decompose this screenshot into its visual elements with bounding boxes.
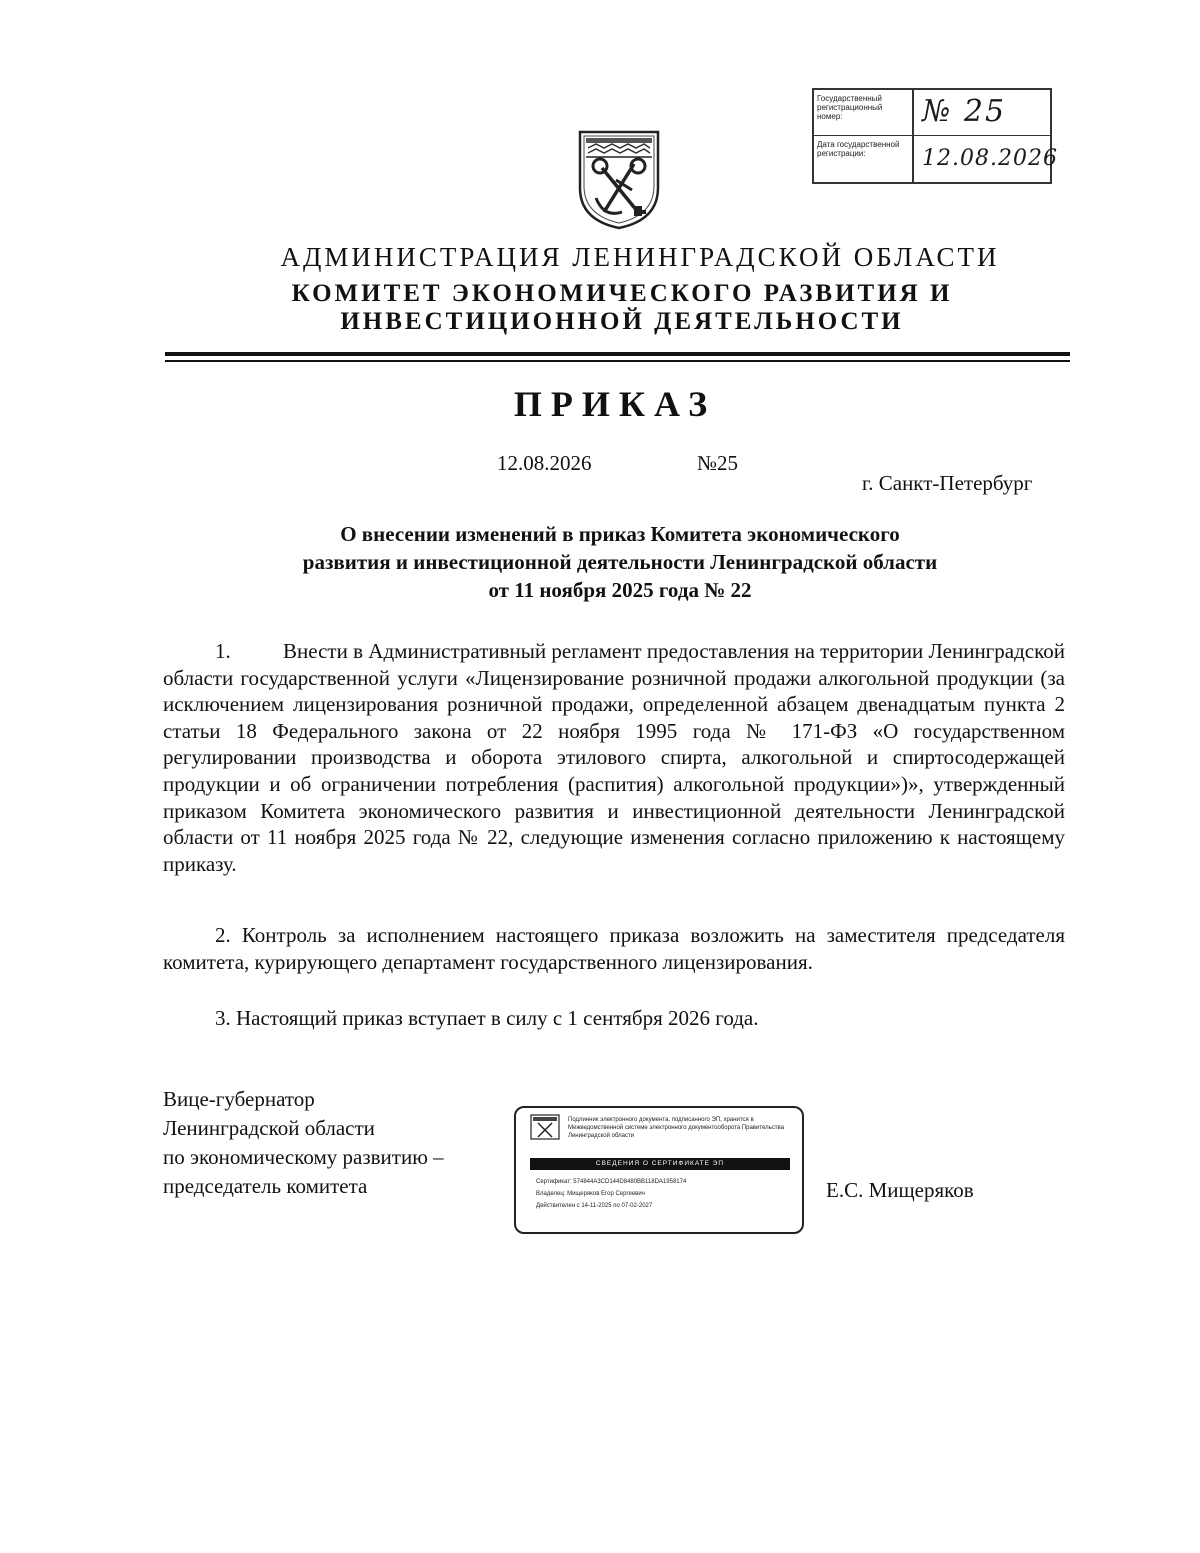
paragraph-3: 3. Настоящий приказ вступает в силу с 1 сентября 2026 года. bbox=[215, 1006, 759, 1030]
subject-line1: О внесении изменений в приказ Комитета экономического bbox=[340, 522, 900, 546]
paragraph-2: 2. Контроль за исполнением настоящего приказа возложить на заместителя председателя комитета, курирующего департамент государственного лицензирования. bbox=[163, 923, 1065, 974]
administration-title: АДМИНИСТРАЦИЯ ЛЕНИНГРАДСКОЙ ОБЛАСТИ bbox=[280, 242, 1000, 272]
subject-line2: развития и инвестиционной деятельности Ленинградской области bbox=[302, 550, 938, 574]
registration-number-value: № 25 bbox=[922, 94, 1007, 129]
committee-title-line2: ИНВЕСТИЦИОННОЙ ДЕЯТЕЛЬНОСТИ bbox=[340, 308, 904, 335]
stamp-validity: Действителен с 14-11-2025 по 07-02-2027 bbox=[536, 1203, 653, 1209]
signer-position-line4: председатель комитета bbox=[163, 1174, 368, 1198]
document-subject bbox=[230, 520, 1010, 604]
document-date: 12.08.2026 bbox=[497, 451, 592, 475]
electronic-signature-stamp bbox=[514, 1106, 804, 1234]
registration-box bbox=[812, 88, 1058, 184]
stamp-emblem-icon bbox=[530, 1114, 560, 1140]
registration-number-row bbox=[814, 90, 1050, 136]
signer-position-line3: по экономическому развитию – bbox=[163, 1145, 444, 1169]
stamp-certificate: Сертификат: 574844A3CD144D8480BB118DA1958174 bbox=[536, 1179, 687, 1185]
registration-date-label: Дата государственной регистрации: bbox=[817, 140, 900, 158]
signer-position bbox=[163, 1085, 444, 1201]
document-number: №25 bbox=[697, 451, 739, 475]
committee-title-line1: КОМИТЕТ ЭКОНОМИЧЕСКОГО РАЗВИТИЯ И bbox=[291, 280, 953, 307]
registration-date-value: 12.08.2026 bbox=[922, 146, 1058, 171]
stamp-owner: Владелец: Мищеряков Егор Сергеевич bbox=[536, 1191, 645, 1197]
stamp-details bbox=[536, 1176, 794, 1212]
subject-line3: от 11 ноября 2025 года № 22 bbox=[488, 578, 752, 602]
registration-date-row bbox=[814, 136, 1058, 181]
header-rule-thin bbox=[165, 360, 1070, 362]
signer-position-line1: Вице-губернатор bbox=[163, 1087, 315, 1111]
stamp-description: Подлинник электронного документа, подписанного ЭП, хранится в Межведомственной системе электронного документооборота Правительства Ленинградской области bbox=[568, 1117, 784, 1139]
paragraph-1 bbox=[163, 638, 1065, 877]
coat-of-arms-icon bbox=[576, 128, 662, 232]
registration-number-label: Государственный регистрационный номер: bbox=[817, 94, 883, 121]
document-type-title: ПРИКАЗ bbox=[513, 384, 717, 424]
paragraph-1-text: Внести в Административный регламент предоставления на территории Ленинградской области государственной услуги «Лицензирование розничной продажи алкогольной продукции (за исключением лицензирования розничной продажи, определенной абзацем двенадцатым пункта 2 статьи 18 Федерального закона от 22 ноября 1995 года № 171-ФЗ «О государственном регулировании производства и оборота этилового спирта, алкогольной и спиртосодержащей продукции и об ограничении потребления (распития) алкогольной продукции»)», утвержденный приказом Комитета экономического развития и инвестиционной деятельности Ленинградской области от 11 ноября 2025 года № 22, следующие изменения согласно приложению к настоящему приказу. bbox=[163, 639, 1065, 876]
signer-position-line2: Ленинградской области bbox=[163, 1116, 375, 1140]
paragraph-1-number: 1. bbox=[215, 639, 231, 663]
signer-name: Е.С. Мищеряков bbox=[826, 1178, 974, 1202]
header-rule-thick bbox=[165, 352, 1070, 356]
stamp-header: СВЕДЕНИЯ О СЕРТИФИКАТЕ ЭП bbox=[530, 1158, 790, 1170]
document-city: г. Санкт-Петербург bbox=[862, 471, 1033, 495]
